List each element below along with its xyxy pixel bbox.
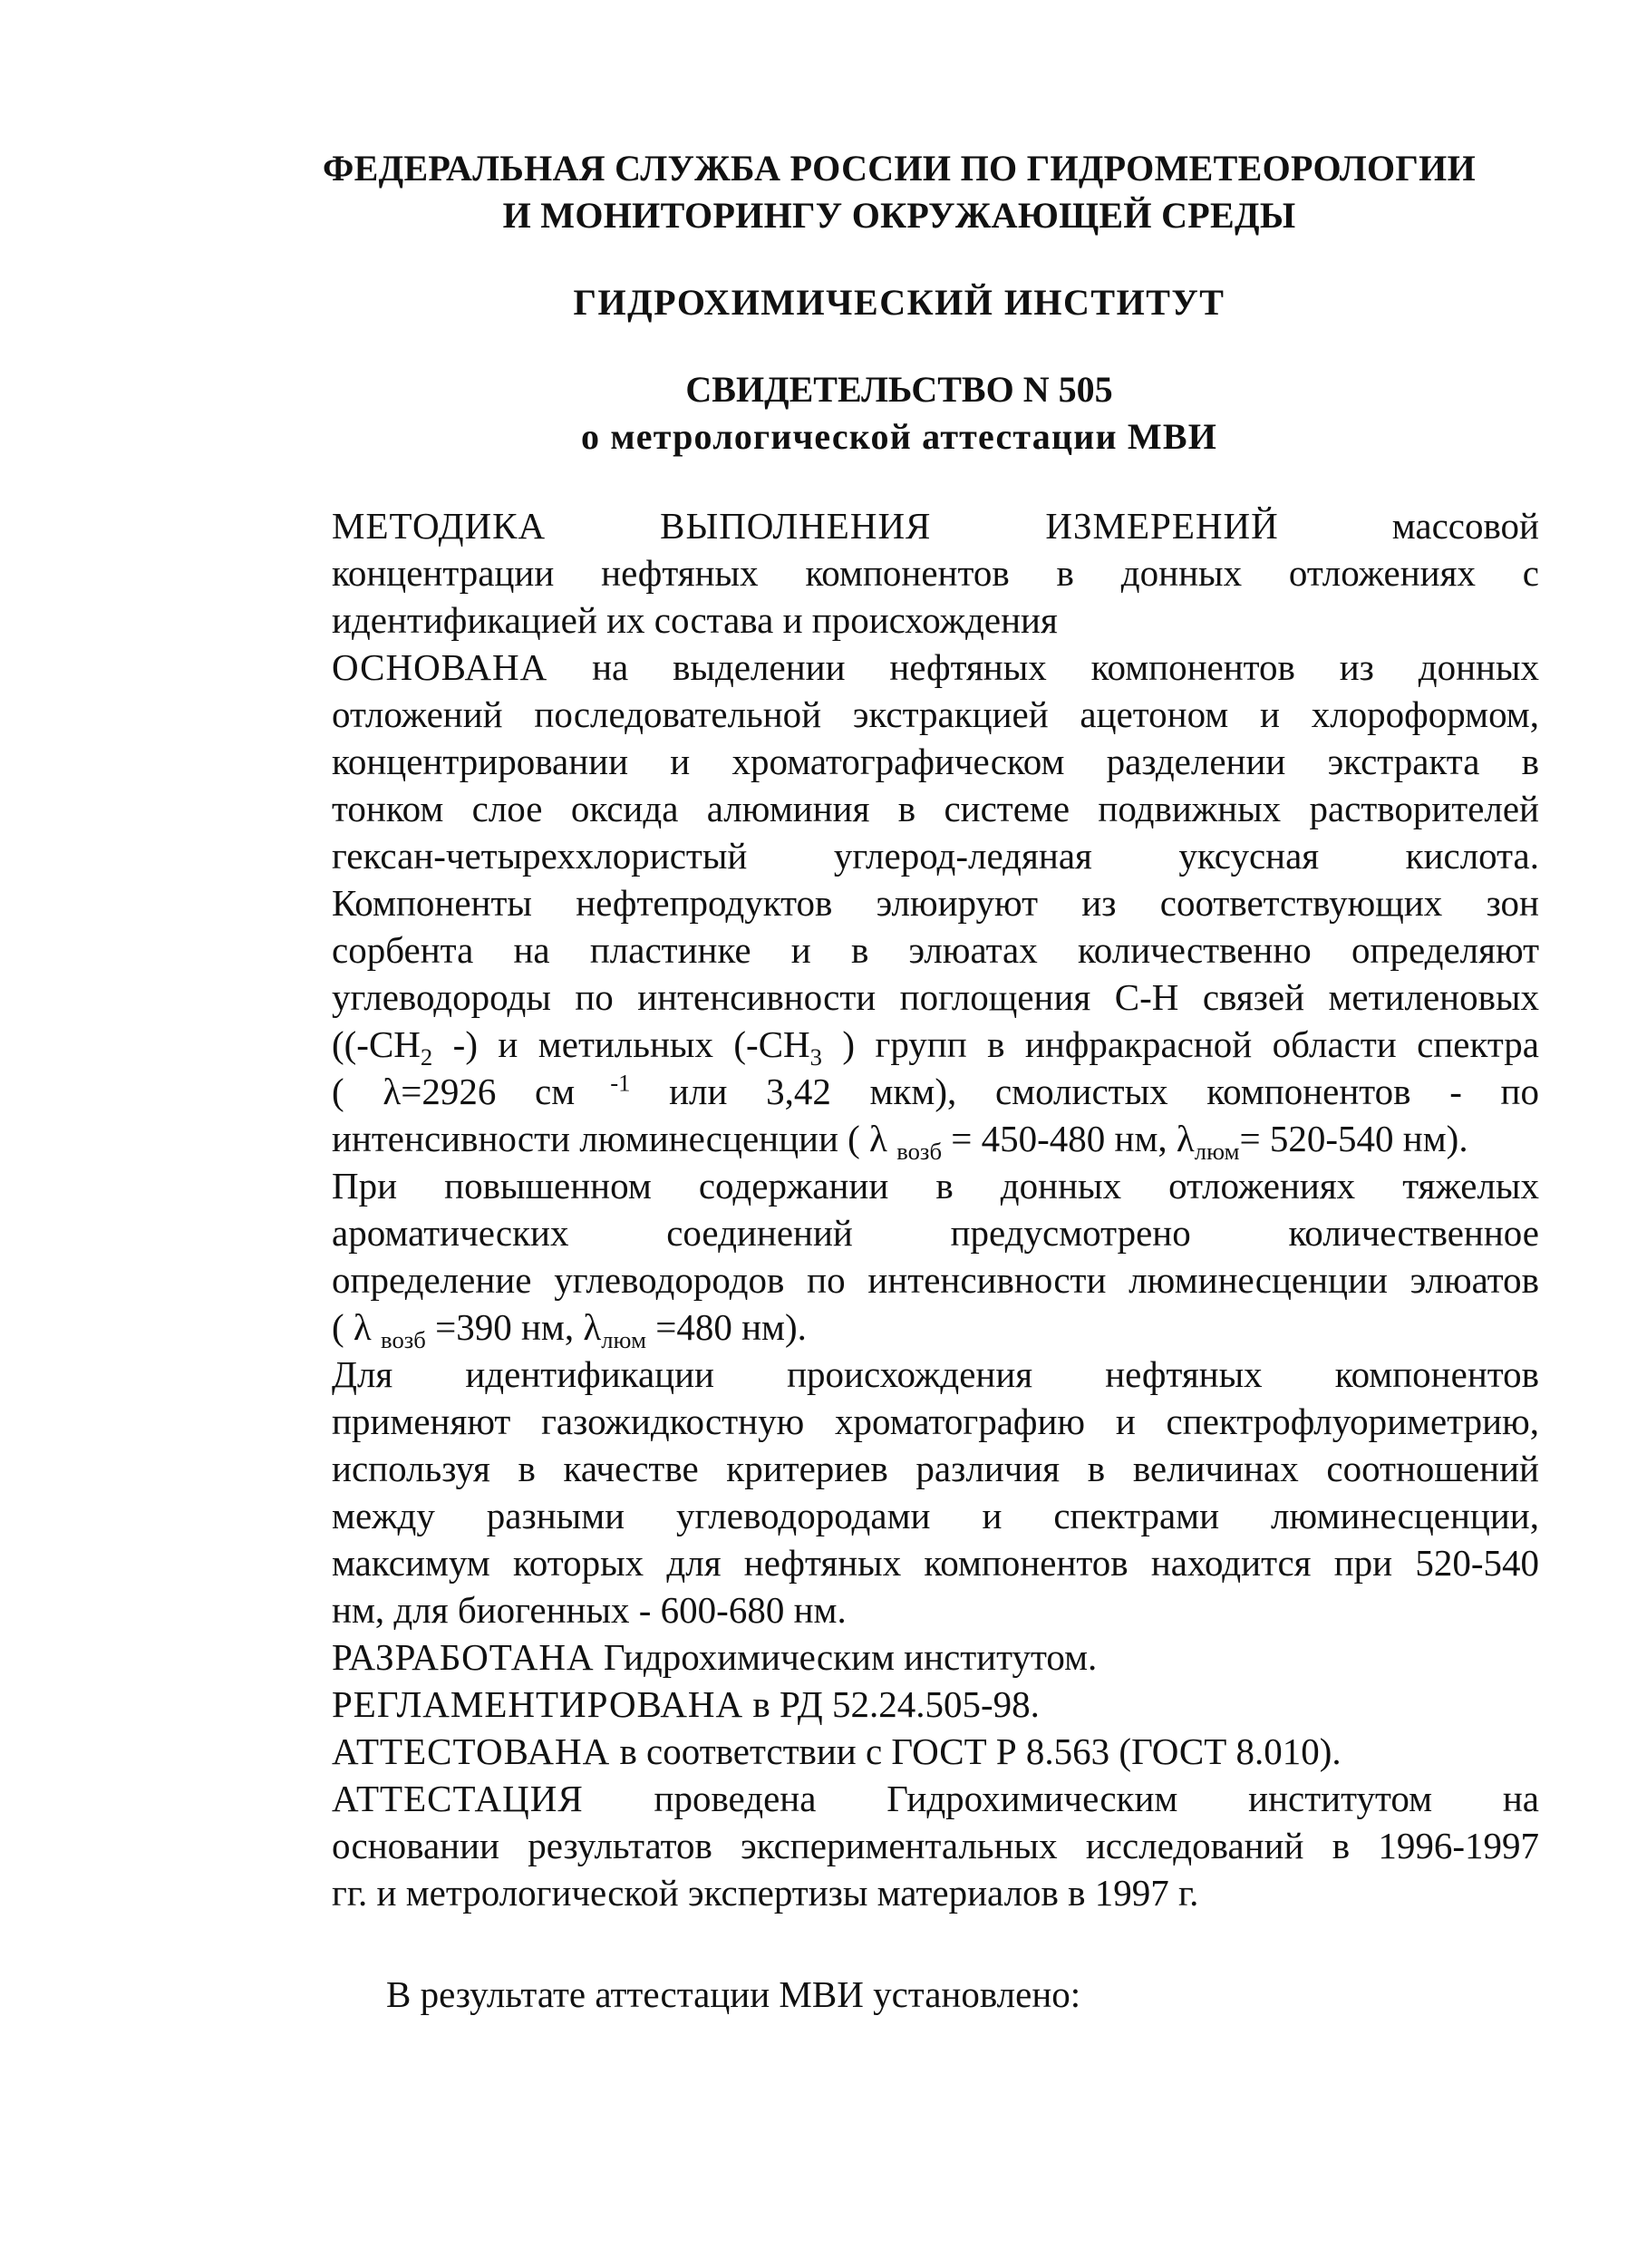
attestation-line: гг. и метрологической экспертизы материалов в 1997 г. [332,1872,1199,1914]
basis-paragraph [259,644,1539,1166]
org-title-line-2: И МОНИТОРИНГУ ОКРУЖАЮЩЕЙ СРЕДЫ [502,195,1296,236]
method-line: МЕТОДИКА ВЫПОЛНЕНИЯ ИЗМЕРЕНИЙ массовой [332,505,1539,547]
institute-title: ГИДРОХИМИЧЕСКИЙ ИНСТИТУТ [573,282,1225,323]
basis-line: концентрировании и хроматографическом разделении экстракта в [332,741,1539,782]
attestation-paragraph [259,1775,1539,1916]
certificate-title: СВИДЕТЕЛЬСТВО N 505 [685,369,1113,410]
basis-line: Компоненты нефтепродуктов элюируют из соответствующих зон [332,882,1539,924]
regulated-paragraph [259,1681,1539,1728]
ident-line: используя в качестве критериев различия в величинах соотношений [332,1448,1539,1489]
conclusion-heading: В результате аттестации МВИ установлено: [386,1973,1081,2015]
basis-line: сорбента на пластинке и в элюатах количественно определяют [332,929,1539,971]
basis-line: тонком слое оксида алюминия в системе подвижных растворителей [332,788,1539,829]
identification-paragraph [259,1351,1539,1633]
document-body [259,502,1539,1916]
regulated-line: РЕГЛАМЕНТИРОВАНА в РД 52.24.505-98. [332,1683,1040,1725]
attestation-line: основании результатов экспериментальных исследований в 1996-1997 [332,1825,1539,1866]
certified-line: АТТЕСТОВАНА в соответствии с ГОСТ Р 8.563 (ГОСТ 8.010). [332,1730,1342,1772]
ident-line: между разными углеводородами и спектрами люминесценции, [332,1495,1539,1536]
ident-line: Для идентификации происхождения нефтяных компонентов [332,1353,1539,1395]
heavy-line: определение углеводородов по интенсивности люминесценции элюатов [332,1259,1539,1301]
developed-paragraph [259,1633,1539,1681]
heavy-line: ( λ $_{возб}$ =390 нм, $\lambda_{люм} =480$ нм). [332,1306,807,1354]
heavy-line: ароматических соединений предусмотрено количественное [332,1212,1539,1254]
basis-line: гексан-четыреххлористый углерод-ледяная уксусная кислота. [332,835,1539,877]
certificate-subtitle: о метрологической аттестации МВИ [580,416,1218,457]
basis-line: углеводороды по интенсивности поглощения С-Н связей метиленовых [332,976,1539,1018]
heavy-line: При повышенном содержании в донных отложениях тяжелых [332,1165,1539,1207]
basis-line: (($-CH_2$ -) и метильных ($-CH_3$ ) групп в инфракрасной области спектра [332,1023,1539,1071]
basis-line: ОСНОВАНА на выделении нефтяных компонентов из донных [332,646,1539,688]
basis-line: ( λ=2926 см $^{-1}$ или 3,42 мкм), смолистых компонентов - по [332,1069,1539,1112]
ident-line: максимум которых для нефтяных компонентов находится при 520-540 [332,1542,1539,1584]
attestation-line: АТТЕСТАЦИЯ проведена Гидрохимическим институтом на [332,1778,1539,1819]
basis-line: отложений последовательной экстракцией ацетоном и хлороформом, [332,693,1539,735]
document-page [259,145,1539,2055]
ident-line: нм, для биогенных - 600-680 нм. [332,1589,847,1631]
ident-line: применяют газожидкостную хроматографию и спектрофлуориметрию, [332,1401,1539,1442]
developed-line: РАЗРАБОТАНА Гидрохимическим институтом. [332,1636,1098,1678]
certified-paragraph [259,1728,1539,1775]
method-line: идентификацией их состава и происхождения [332,599,1058,641]
method-paragraph [259,502,1539,644]
method-line: концентрации нефтяных компонентов в донных отложениях с [332,552,1539,594]
org-title-line-1: ФЕДЕРАЛЬНАЯ СЛУЖБА РОССИИ ПО ГИДРОМЕТЕОРОЛОГИИ [322,148,1477,189]
basis-line: интенсивности люминесценции ( λ $_{возб}$ = 450-480 нм, $\lambda_{люм}= 520-540$ нм). [332,1118,1468,1166]
heavy-aromatics-paragraph [259,1162,1539,1354]
